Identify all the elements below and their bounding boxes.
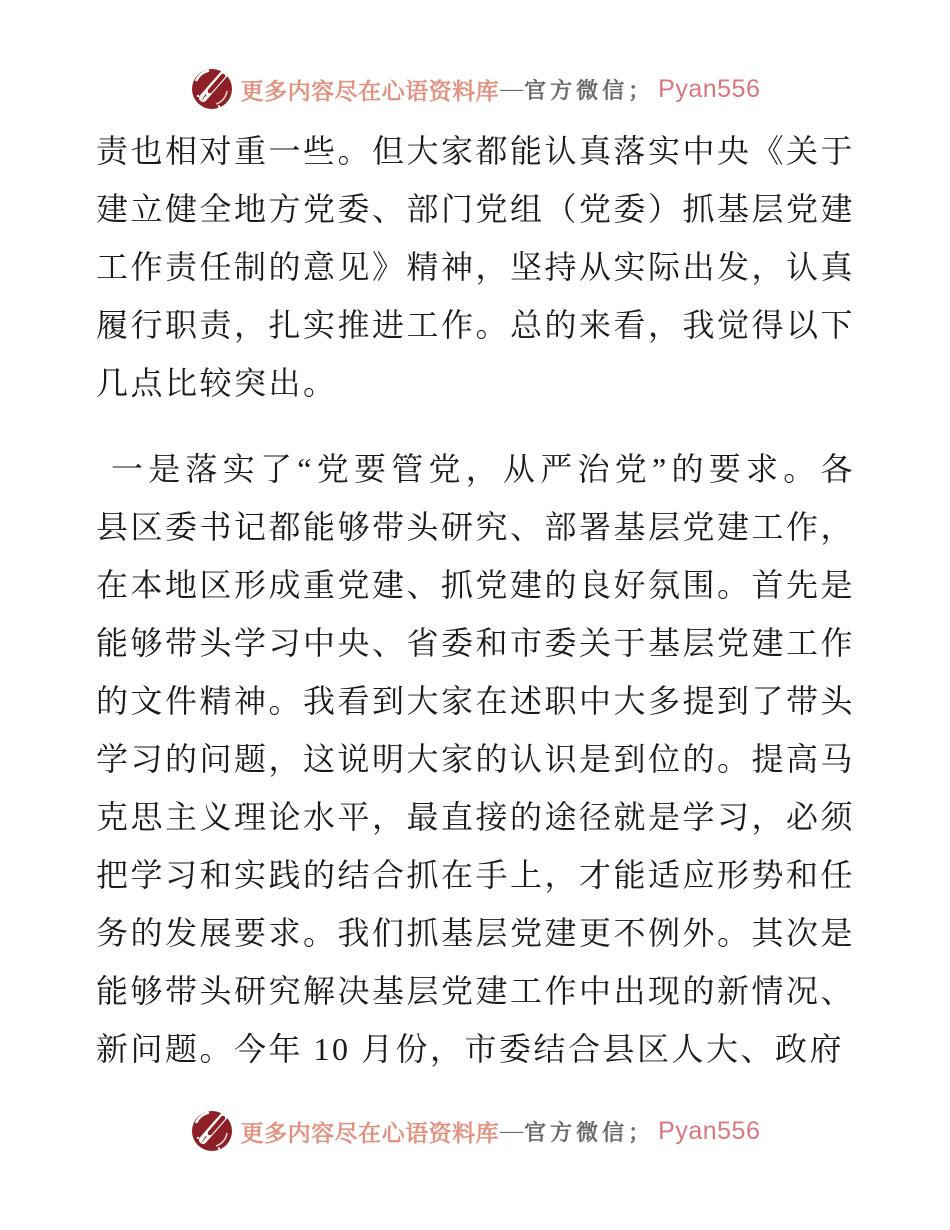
footer-watermark — [0, 1106, 950, 1156]
text-line: 县区委书记都能够带头研究、部署基层党建工作， — [96, 509, 855, 545]
text-line: 能够带头学习中央、省委和市委关于基层党建工作 — [96, 625, 855, 661]
text-line: 履行职责，扎实推进工作。总的来看，我觉得以下 — [96, 307, 855, 343]
text-line: 克思主义理论水平，最直接的途径就是学习，必须 — [96, 799, 855, 835]
text-line: 新问题。今年 10 月份，市委结合县区人大、政府 — [96, 1031, 845, 1067]
text-line: 几点比较突出。 — [96, 365, 338, 401]
header-watermark — [0, 64, 950, 114]
document-body — [96, 122, 855, 1078]
pen-circle-logo-icon — [190, 66, 234, 112]
text-line: 在本地区形成重党建、抓党建的良好氛围。首先是 — [96, 567, 855, 603]
wechat-id: Pyan556 — [658, 74, 761, 103]
text-line: 的文件精神。我看到大家在述职中大多提到了带头 — [96, 683, 855, 719]
text-line: 工作责任制的意见》精神，坚持从实际出发，认真 — [96, 249, 855, 285]
text-line: 把学习和实践的结合抓在手上，才能适应形势和任 — [96, 857, 855, 893]
text-line: 责也相对重一些。但大家都能认真落实中央《关于 — [96, 133, 855, 169]
wechat-label: 官方微信； — [524, 1119, 655, 1145]
text-line: 学习的问题，这说明大家的认识是到位的。提高马 — [96, 741, 855, 777]
paragraph — [96, 122, 855, 412]
dash-separator: — — [500, 1118, 524, 1143]
text-line: 能够带头研究解决基层党建工作中出现的新情况、 — [96, 973, 855, 1009]
dash-separator: — — [500, 76, 524, 101]
wechat-label: 官方微信； — [524, 77, 655, 103]
text-line: 务的发展要求。我们抓基层党建更不例外。其次是 — [96, 915, 855, 951]
wechat-id: Pyan556 — [658, 1116, 761, 1145]
brand-text: 更多内容尽在心语资料库 — [240, 1120, 500, 1146]
text-line: 建立健全地方党委、部门党组（党委）抓基层党建 — [96, 191, 855, 227]
brand-text: 更多内容尽在心语资料库 — [240, 78, 500, 104]
pen-circle-logo-icon — [190, 1108, 234, 1154]
paragraph — [96, 440, 855, 1078]
text-line: 一是落实了“党要管党，从严治党”的要求。各 — [111, 451, 855, 487]
